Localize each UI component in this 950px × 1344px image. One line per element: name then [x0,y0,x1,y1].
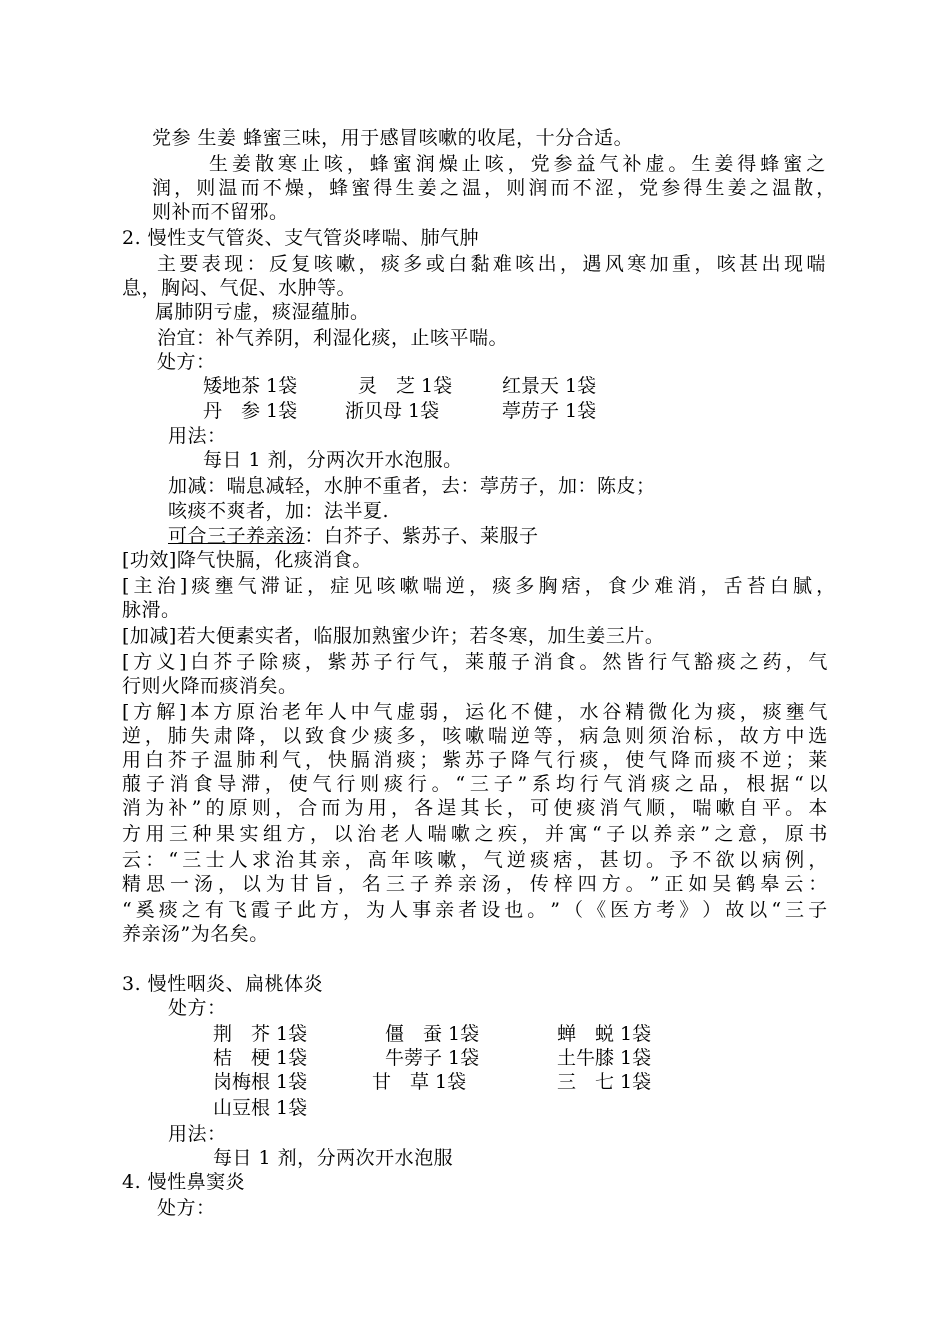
pathology-text: 属肺阴亏虚，痰湿蕴肺。 [155,301,370,323]
herb-item: 三 七 1袋 [557,1071,652,1093]
intro-paragraph-line: 则补而不留邪。 [152,201,289,223]
herb-item: 红景天 1袋 [502,375,597,397]
modification-text: [加减]若大便素实者，临服加熟蜜少许；若冬寒，加生姜三片。 [122,625,665,647]
formula-analysis-line: [ 方 解 ] 本 方 原 治 老 年 人 中 气 虚 弱 ， 运 化 不 健 ， 水 谷 精 微 化 为 痰 ， 痰 壅 气 [122,701,828,723]
usage-label: 用法： [168,1123,227,1145]
usage-label: 用法： [168,425,227,447]
intro-line: 党参 生姜 蜂蜜三味，用于感冒咳嗽的收尾，十分合适。 [152,127,634,149]
formula-analysis-line: 消 为 补 ” 的 原 则 ， 合 而 为 用 ， 各 逞 其 长 ， 可 使 痰 消 气 顺 ， 喘 嗽 自 平 。 本 [122,797,828,819]
combination-herbs: ：白芥子、紫苏子、莱服子 [304,525,539,547]
formula-analysis-line: 菔 子 消 食 导 滞 ， 使 气 行 则 痰 行 。 “ 三 子 ” 系 均 行 气 消 痰 之 品 ， 根 据 “ 以 [122,773,828,795]
herb-item: 僵 蚕 1袋 [385,1023,480,1045]
indication-line: [ 主 治 ] 痰 壅 气 滞 证 ， 症 见 咳 嗽 喘 逆 ， 痰 多 胸 痞 ， 食 少 难 消 ， 舌 苔 白 腻 ， [122,575,836,597]
herb-item: 葶苈子 1袋 [502,400,597,422]
herb-item: 岗梅根 1袋 [213,1071,308,1093]
efficacy-text: [功效]降气快膈，化痰消食。 [122,549,372,571]
section-2-heading: 2. 慢性支气管炎、支气管炎哮喘、肺气肿 [122,227,480,249]
formula-analysis-line: 养亲汤”为名矣。 [122,923,269,945]
formula-meaning-line: [ 方 义 ] 白 芥 子 除 痰 ， 紫 苏 子 行 气 ， 莱 菔 子 消 食 。 然 皆 行 气 豁 痰 之 药 ， 气 [122,651,828,673]
herb-item: 灵 芝 1袋 [358,375,453,397]
formula-analysis-line: 精 思 一 汤 ， 以 为 甘 旨 ， 名 三 子 养 亲 汤 ， 传 梓 四 方 。 ” 正 如 吴 鹤 皋 云 ： [122,873,828,895]
prescription-label: 处方： [157,1197,216,1219]
modification-line: 加减：喘息减轻，水肿不重者，去：葶苈子，加：陈皮； [168,475,656,497]
modification-line: 咳痰不爽者，加：法半夏. [168,500,390,522]
usage-text: 每日 1 剂，分两次开水泡服。 [203,449,463,471]
prescription-label: 处方： [157,351,216,373]
intro-paragraph-line: 润 ， 则 温 而 不 燥 ， 蜂 蜜 得 生 姜 之 温 ， 则 润 而 不 涩 ， 党 参 得 生 姜 之 温 散 ， [152,177,836,199]
main-symptoms-line: 息，胸闷、气促、水肿等。 [122,277,357,299]
formula-analysis-line: “ 奚 痰 之 有 飞 霞 子 此 方 ， 为 人 事 亲 者 设 也 。 ” （ 《 医 方 考 》 ） 故 以 “ 三 子 [122,899,828,921]
formula-analysis-line: 逆 ， 肺 失 肃 降 ， 以 致 食 少 痰 多 ， 咳 嗽 喘 逆 等 ， 病 急 则 须 治 标 ， 故 方 中 选 [122,725,828,747]
herb-item: 蝉 蜕 1袋 [557,1023,652,1045]
herb-item: 浙贝母 1袋 [345,400,440,422]
herb-item: 牛蒡子 1袋 [385,1047,480,1069]
herb-item: 矮地茶 1袋 [203,375,298,397]
herb-item: 山豆根 1袋 [213,1097,308,1119]
usage-text: 每日 1 剂，分两次开水泡服 [213,1147,454,1169]
indication-line: 脉滑。 [122,599,181,621]
main-symptoms-line: 主 要 表 现 ： 反 复 咳 嗽 ， 痰 多 或 白 黏 难 咳 出 ， 遇 风 寒 加 重 ， 咳 甚 出 现 喘 [157,253,826,275]
herb-item: 丹 参 1袋 [203,400,298,422]
combination-formula-name: 可合三子养亲汤 [168,525,305,547]
formula-meaning-line: 行则火降而痰消矣。 [122,675,298,697]
prescription-label: 处方： [168,997,227,1019]
section-4-heading: 4. 慢性鼻窦炎 [122,1171,246,1193]
herb-item: 荆 芥 1袋 [213,1023,308,1045]
section-3-heading: 3. 慢性咽炎、扁桃体炎 [122,973,324,995]
formula-analysis-line: 云 ： “ 三 士 人 求 治 其 亲 ， 高 年 咳 嗽 ， 气 逆 痰 痞 ， 甚 切 。 予 不 欲 以 病 例 ， [122,849,828,871]
treatment-text: 治宜：补气养阴，利湿化痰，止咳平喘。 [157,327,509,349]
formula-analysis-line: 用 白 芥 子 温 肺 利 气 ， 快 膈 消 痰 ； 紫 苏 子 降 气 行 痰 ， 使 气 降 而 痰 不 逆 ； 莱 [122,749,828,771]
combination-line [168,524,539,548]
herb-item: 桔 梗 1袋 [213,1047,308,1069]
intro-paragraph-line: 生 姜 散 寒 止 咳 ， 蜂 蜜 润 燥 止 咳 ， 党 参 益 气 补 虚 。 生 姜 得 蜂 蜜 之 [209,153,826,175]
herb-item: 甘 草 1袋 [372,1071,467,1093]
herb-item: 土牛膝 1袋 [557,1047,652,1069]
formula-analysis-line: 方 用 三 种 果 实 组 方 ， 以 治 老 人 喘 嗽 之 疾 ， 并 寓 “ 子 以 养 亲 ” 之 意 ， 原 书 [122,823,828,845]
